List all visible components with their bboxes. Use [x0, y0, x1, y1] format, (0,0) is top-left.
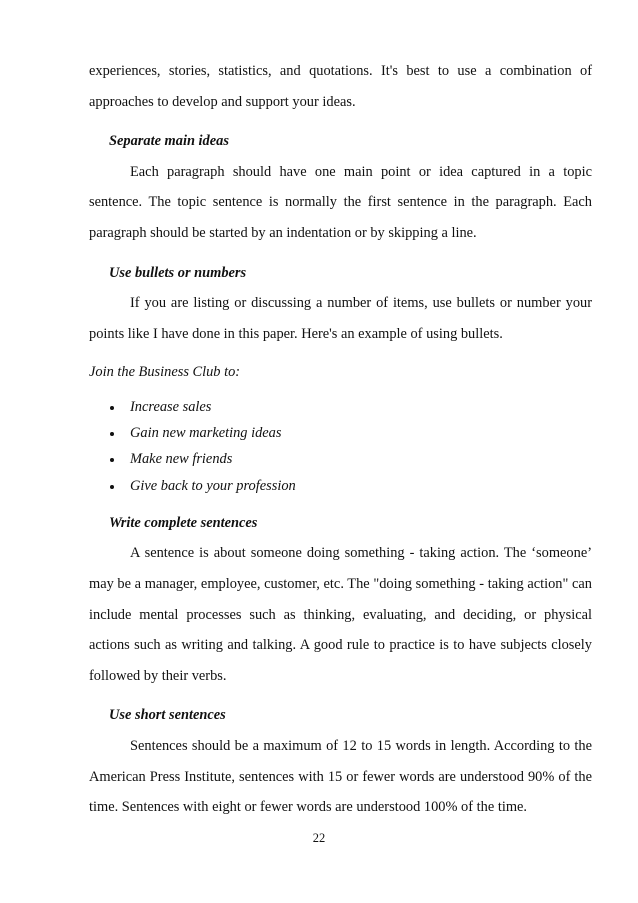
heading-short-sentences: Use short sentences [109, 707, 226, 724]
bullet-text: Make new friends [130, 451, 233, 468]
bullet-dot-icon [110, 406, 114, 410]
heading-separate-main-ideas: Separate main ideas [109, 133, 229, 150]
bullet-item [89, 473, 592, 499]
bullet-dot-icon [110, 458, 114, 462]
bullet-dot-icon [110, 485, 114, 489]
bullet-dot-icon [110, 432, 114, 436]
bullet-text: Increase sales [130, 398, 212, 415]
paragraph-use-bullets: If you are listing or discussing a number of items, use bullets or number your points like I have done in this paper. Here's an example of using bullets. [89, 295, 592, 342]
page-number: 22 [312, 831, 326, 845]
paragraph-separate-main-ideas: Each paragraph should have one main point or idea captured in a topic sentence. The topic sentence is normally the first sentence in the paragraph. Each paragraph should be started by an indentation or by skipping a line. [89, 163, 592, 241]
bullet-text: Give back to your profession [130, 477, 296, 494]
heading-complete-sentences: Write complete sentences [109, 514, 258, 531]
bullet-item [89, 446, 592, 472]
example-intro: Join the Business Club to: [89, 364, 241, 381]
example-bullet-list [89, 394, 592, 499]
paragraph-intro: experiences, stories, statistics, and quotations. It's best to use a combination of approaches to develop and support your ideas. [89, 63, 592, 110]
paragraph-short-sentences: Sentences should be a maximum of 12 to 15 words in length. According to the American Press Institute, sentences with 15 or fewer words are understood 90% of the time. Sentences with eight or fewer words are understood 100% of the time. [89, 737, 592, 816]
heading-use-bullets: Use bullets or numbers [109, 264, 247, 281]
document-page [89, 56, 592, 823]
bullet-text: Gain new marketing ideas [130, 425, 282, 442]
bullet-item [89, 394, 592, 420]
bullet-item [89, 420, 592, 446]
paragraph-complete-sentences: A sentence is about someone doing something - taking action. The ‘someone’ may be a manager, employee, customer, etc. The "doing something - taking action" can include mental processes such as thinking, evaluating, and deciding, or physical actions such as writing and talking. A good rule to practice is to have subjects closely followed by their verbs. [89, 545, 592, 684]
